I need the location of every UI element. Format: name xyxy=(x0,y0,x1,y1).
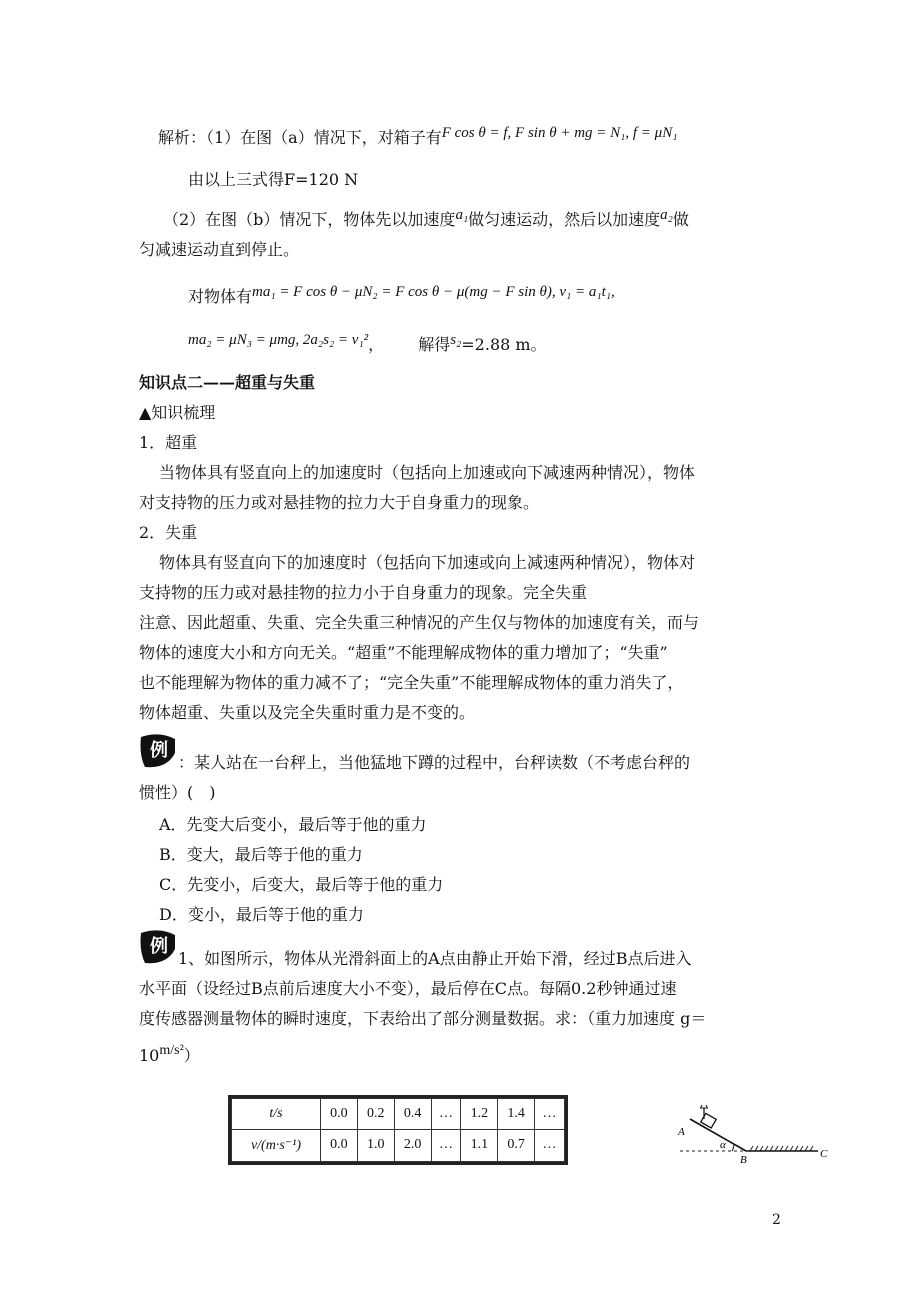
velocity-data-table xyxy=(231,1098,565,1162)
item1-title: 1．超重 xyxy=(139,433,198,452)
text-part: （2）在图（b）情况下，物体先以加速度 xyxy=(163,210,456,229)
example-badge-icon xyxy=(137,733,179,769)
result-value: =2.88 m。 xyxy=(461,335,547,354)
badge-label: 例 xyxy=(150,740,168,761)
solution-intro-text: 解析：（1）在图（a）情况下，对箱子有 xyxy=(158,128,442,147)
solution-line-2: 由以上三式得F=120 N xyxy=(188,170,359,189)
example-badge-icon xyxy=(137,929,179,965)
text-part: 做匀速运动，然后以加速度 xyxy=(468,210,661,229)
arrow-head-icon xyxy=(701,1105,708,1108)
item2-line-2: 支持物的压力或对悬挂物的拉力小于自身重力的现象。完全失重 xyxy=(139,583,588,602)
symbol-a2: a₂ xyxy=(660,207,673,223)
option-c: C．先变小，后变大，最后等于他的重力 xyxy=(159,875,444,894)
table-cell: … xyxy=(535,1129,565,1161)
example2-question-line-3: 度传感器测量物体的瞬时速度，下表给出了部分测量数据。求：（重力加速度 g＝ xyxy=(139,1009,707,1028)
solution-line-5 xyxy=(188,285,615,310)
force-equations: F cos θ = f, F sin θ + mg = N₁, f = μN₁ xyxy=(441,125,678,141)
text-part: 做 xyxy=(672,210,689,229)
badge-label: 例 xyxy=(150,936,168,957)
table-cell: 1.1 xyxy=(461,1129,498,1161)
table-cell: 0.0 xyxy=(321,1129,358,1161)
note-line-4: 物体超重、失重以及完全失重时重力是不变的。 xyxy=(139,703,476,722)
table-cell: 0.7 xyxy=(498,1129,535,1161)
solution-line-3 xyxy=(163,208,689,233)
label-alpha: α xyxy=(720,1139,726,1151)
example2-question-line-2: 水平面（设经过B点前后速度大小不变），最后停在C点。每隔0.2秒钟通过速 xyxy=(139,979,677,998)
item1-line-2: 对支持物的压力或对悬挂物的拉力大于自身重力的现象。 xyxy=(139,493,540,512)
table-cell: … xyxy=(431,1129,461,1161)
motion-equations-2: ma₂ = μN₃ = μmg, 2a₂s₂ = v₁² xyxy=(188,332,369,348)
table-row xyxy=(232,1099,565,1130)
label-b: B xyxy=(740,1154,747,1165)
table-cell: v/(m·s⁻¹) xyxy=(232,1129,321,1161)
solution-line-1 xyxy=(158,126,677,151)
gravity-number: 10 xyxy=(139,1046,160,1065)
example1-question-line-1: ：某人站在一台秤上，当他猛地下蹲的过程中，台秤读数（不考虑台秤的 xyxy=(178,753,691,772)
incline-surface xyxy=(690,1119,746,1151)
section-title: 知识点二——超重与失重 xyxy=(139,373,316,392)
label-a: A xyxy=(678,1126,685,1138)
incline-diagram xyxy=(676,1105,836,1165)
table-cell: 2.0 xyxy=(394,1129,431,1161)
symbol-s2: s₂ xyxy=(450,332,462,348)
item1-line-1: 当物体具有竖直向上的加速度时（包括向上加速或向下减速两种情况），物体 xyxy=(159,463,696,482)
note-line-2: 物体的速度大小和方向无关。“超重”不能理解成物体的重力增加了；“失重” xyxy=(139,643,668,662)
option-a: A．先变大后变小，最后等于他的重力 xyxy=(159,815,427,834)
table-cell: … xyxy=(535,1099,565,1130)
table-cell: … xyxy=(431,1099,461,1130)
example1-question-line-2: 惯性）( ) xyxy=(139,783,216,802)
page-number: 2 xyxy=(772,1212,781,1228)
motion-equations-1: ma₁ = F cos θ − μN₂ = F cos θ − μ(mg − F sin θ), v₁ = a₁t₁, xyxy=(252,284,615,300)
table-cell: 0.0 xyxy=(321,1099,358,1130)
option-d: D．变小，最后等于他的重力 xyxy=(159,905,364,924)
velocity-table xyxy=(228,1095,568,1165)
table-cell: 1.2 xyxy=(461,1099,498,1130)
section-subtitle: ▲知识梳理 xyxy=(139,403,216,422)
note-line-3: 也不能理解为物体的重力减不了；“完全失重”不能理解成物体的重力消失了， xyxy=(139,673,684,692)
table-cell: 1.4 xyxy=(498,1099,535,1130)
text-part: ， xyxy=(368,335,385,354)
example2-question-line-4 xyxy=(139,1044,200,1070)
text-part: 解得 xyxy=(418,335,451,354)
label-c: C xyxy=(820,1148,828,1160)
angle-arc xyxy=(732,1144,734,1151)
text-part: 对物体有 xyxy=(188,287,253,306)
note-line-1: 注意、因此超重、失重、完全失重三种情况的产生仅与物体的加速度有关，而与 xyxy=(139,613,700,632)
solution-line-6 xyxy=(188,333,547,358)
table-cell: 0.4 xyxy=(394,1099,431,1130)
table-cell: t/s xyxy=(232,1099,321,1130)
option-b: B．变大，最后等于他的重力 xyxy=(159,845,363,864)
symbol-a1: a₁ xyxy=(455,207,469,223)
example2-question-line-1: 1、如图所示，物体从光滑斜面上的A点由静止开始下滑，经过B点后进入 xyxy=(178,949,692,968)
table-cell: 1.0 xyxy=(357,1129,394,1161)
table-cell: 0.2 xyxy=(357,1099,394,1130)
text-part: ） xyxy=(183,1046,200,1065)
table-row xyxy=(232,1129,565,1161)
item2-line-1: 物体具有竖直向下的加速度时（包括向下加速或向上减速两种情况），物体对 xyxy=(159,553,696,572)
item2-title: 2．失重 xyxy=(139,523,198,542)
gravity-unit: m/s² xyxy=(159,1043,184,1058)
solution-line-4: 匀减速运动直到停止。 xyxy=(139,240,300,259)
